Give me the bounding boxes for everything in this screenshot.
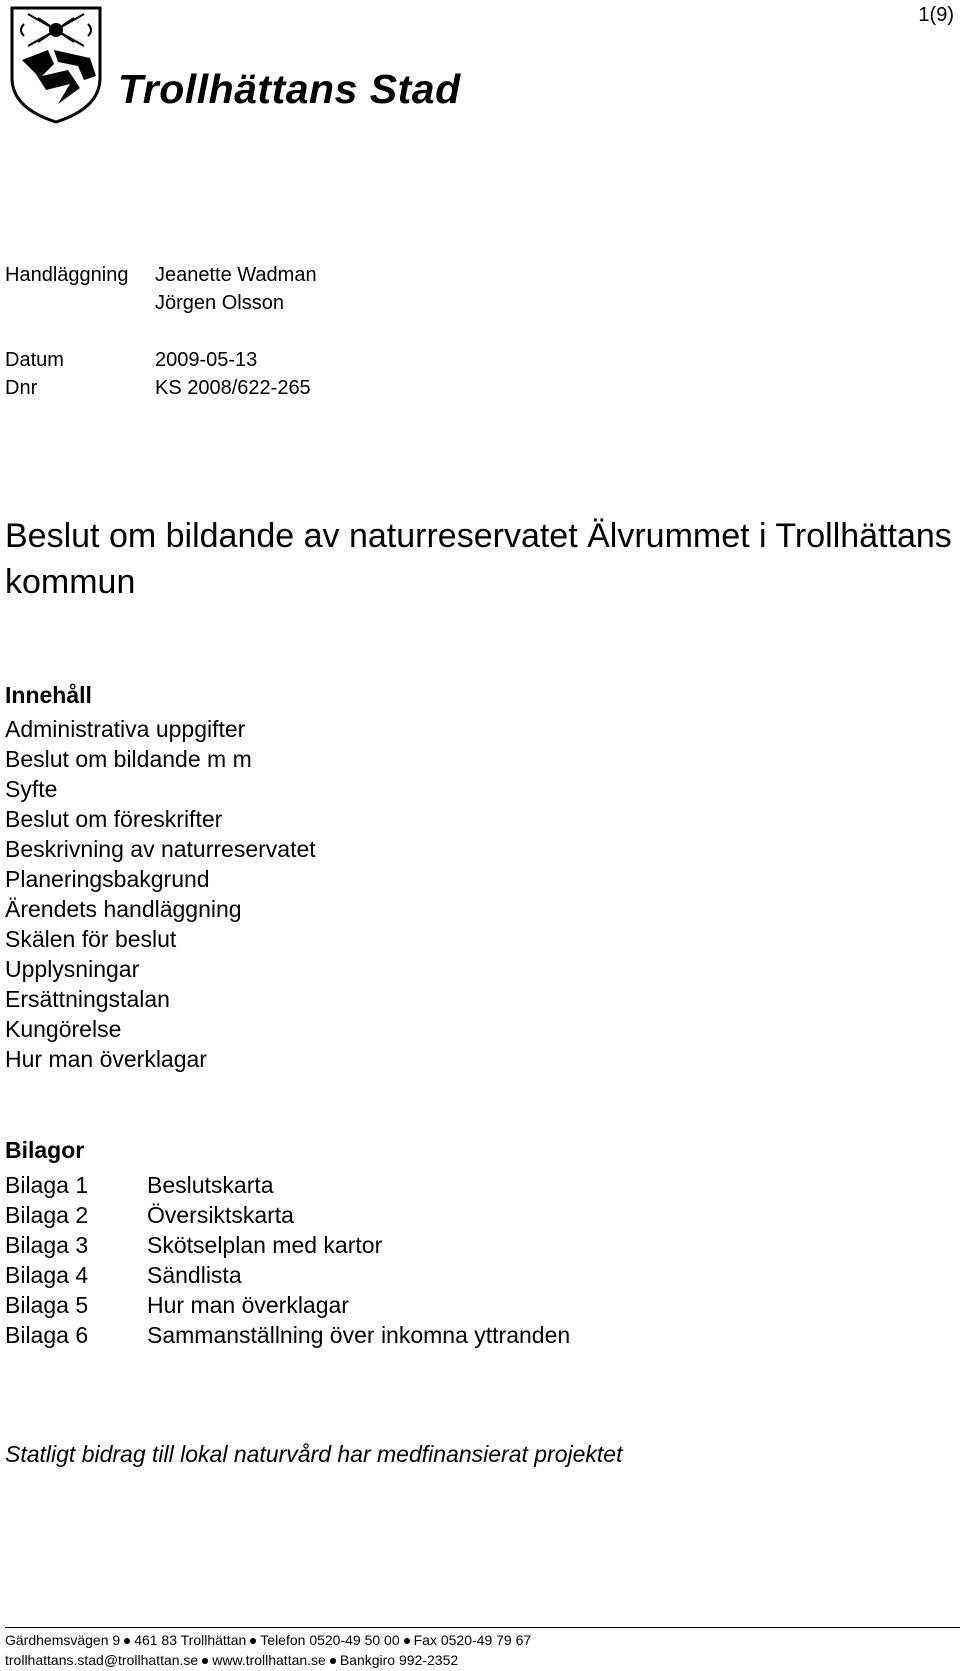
page-number: 1(9) (918, 4, 954, 26)
toc-item: Planeringsbakgrund (5, 866, 210, 892)
handlaggning-value: Jörgen Olsson (155, 292, 284, 314)
attachment-number: Bilaga 6 (5, 1322, 89, 1348)
footer-email-link[interactable]: trollhattans.stad@trollhattan.se (5, 1652, 199, 1668)
logo-wordmark: Trollhättans Stad (118, 66, 461, 112)
attachment-description: Hur man överklagar (147, 1292, 349, 1318)
toc-item: Syfte (5, 776, 58, 802)
toc-item: Beslut om föreskrifter (5, 806, 223, 832)
footer-website-link[interactable]: www.trollhattan.se (212, 1652, 326, 1668)
coat-of-arms-icon (8, 4, 104, 124)
footer-bankgiro: Bankgiro 992-2352 (339, 1652, 459, 1668)
datum-label: Datum (5, 349, 64, 371)
handlaggning-label: Handläggning (5, 264, 129, 286)
footer-contact-line (5, 1652, 458, 1668)
attachment-number: Bilaga 4 (5, 1262, 89, 1288)
dnr-value: KS 2008/622-265 (155, 377, 311, 399)
toc-item: Ärendets handläggning (5, 896, 242, 922)
attachment-number: Bilaga 5 (5, 1292, 89, 1318)
contents-heading: Innehåll (5, 682, 92, 708)
attachment-description: Sändlista (147, 1262, 242, 1288)
toc-item: Hur man överklagar (5, 1046, 207, 1072)
toc-item: Administrativa uppgifter (5, 716, 246, 742)
attachment-description: Sammanställning över inkomna yttranden (147, 1322, 571, 1348)
attachment-description: Översiktskarta (147, 1202, 294, 1228)
toc-item: Upplysningar (5, 956, 140, 982)
bullet-icon (124, 1638, 130, 1644)
footer-divider (5, 1627, 960, 1628)
bullet-icon (404, 1638, 410, 1644)
handlaggning-value: Jeanette Wadman (155, 264, 317, 286)
attachment-description: Beslutskarta (147, 1172, 274, 1198)
toc-item: Kungörelse (5, 1016, 122, 1042)
document-title: Beslut om bildande av naturreservatet Älvrummet i Trollhättans kommun (5, 517, 952, 601)
dnr-label: Dnr (5, 377, 38, 399)
attachment-number: Bilaga 2 (5, 1202, 89, 1228)
funding-note: Statligt bidrag till lokal naturvård har medfinansierat projektet (5, 1441, 623, 1467)
toc-item: Beslut om bildande m m (5, 746, 252, 772)
footer-fax: Fax 0520-49 79 67 (413, 1632, 532, 1648)
attachment-description: Skötselplan med kartor (147, 1232, 383, 1258)
bullet-icon (202, 1658, 208, 1664)
toc-item: Ersättningstalan (5, 986, 170, 1012)
attachment-number: Bilaga 3 (5, 1232, 89, 1258)
toc-item: Skälen för beslut (5, 926, 177, 952)
datum-value: 2009-05-13 (155, 349, 258, 371)
footer-postal: 461 83 Trollhättan (134, 1632, 247, 1648)
footer-street: Gärdhemsvägen 9 (5, 1632, 121, 1648)
footer-address-line (5, 1632, 531, 1648)
footer-phone: Telefon 0520-49 50 00 (260, 1632, 400, 1648)
attachment-number: Bilaga 1 (5, 1172, 89, 1198)
toc-item: Beskrivning av naturreservatet (5, 836, 316, 862)
bullet-icon (250, 1638, 256, 1644)
attachments-heading: Bilagor (5, 1137, 85, 1163)
bullet-icon (330, 1658, 336, 1664)
